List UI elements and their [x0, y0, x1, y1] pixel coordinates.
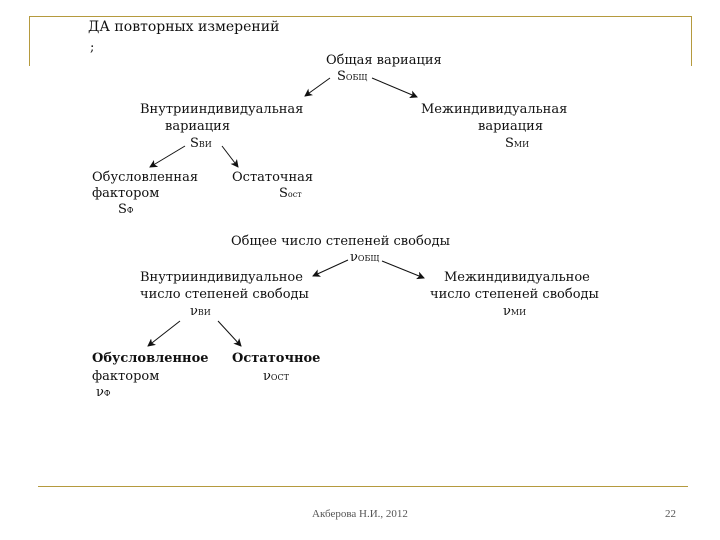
between-variation-symbol: SМИ — [505, 136, 530, 151]
residual-variation-label: Остаточная — [232, 170, 314, 185]
slide-title: ДА повторных измерений — [88, 19, 280, 35]
within-dof-label-1: Внутрииндивидуальное — [140, 270, 303, 285]
factor-dof-label-1: Обусловленное — [92, 351, 209, 366]
footer-author: Акберова Н.И., 2012 — [312, 508, 408, 520]
total-variation-label: Общая вариация — [326, 53, 442, 68]
arrow-within-dof-to-factor — [148, 321, 180, 346]
arrow-total-to-within — [305, 78, 330, 96]
residual-dof-label: Остаточное — [232, 351, 321, 366]
between-dof-label-1: Межиндивидуальное — [444, 270, 590, 285]
within-dof-symbol: νВИ — [190, 304, 211, 319]
arrow-total-dof-to-between — [382, 261, 424, 278]
within-dof-label-2: число степеней свободы — [140, 287, 309, 302]
factor-variation-symbol: SФ — [118, 202, 134, 217]
slide-mark: ; — [90, 40, 95, 55]
factor-variation-label-2: фактором — [92, 186, 160, 201]
footer-divider — [38, 486, 688, 487]
total-dof-label: Общее число степеней свободы — [231, 234, 450, 249]
within-variation-label-2: вариация — [165, 119, 231, 134]
residual-variation-symbol: Sост — [279, 186, 302, 201]
between-variation-label-2: вариация — [478, 119, 544, 134]
total-dof-symbol: νОБЩ — [350, 250, 380, 265]
total-variation-symbol: SОБЩ — [337, 69, 368, 84]
arrow-total-to-between — [372, 78, 417, 97]
factor-dof-label-2: фактором — [92, 369, 160, 384]
arrow-within-dof-to-residual — [218, 321, 241, 346]
arrow-total-dof-to-within — [313, 260, 348, 276]
within-variation-label-1: Внутрииндивидуальная — [140, 102, 304, 117]
arrow-within-to-residual — [222, 146, 238, 167]
page-number: 22 — [665, 508, 676, 520]
within-variation-symbol: SВИ — [190, 136, 212, 151]
between-dof-label-2: число степеней свободы — [430, 287, 599, 302]
factor-dof-symbol: νФ — [96, 385, 111, 400]
factor-variation-label-1: Обусловленная — [92, 170, 199, 185]
arrow-within-to-factor — [150, 146, 185, 167]
between-variation-label-1: Межиндивидуальная — [421, 102, 568, 117]
between-dof-symbol: νМИ — [503, 304, 527, 319]
residual-dof-symbol: νОСТ — [263, 369, 289, 384]
